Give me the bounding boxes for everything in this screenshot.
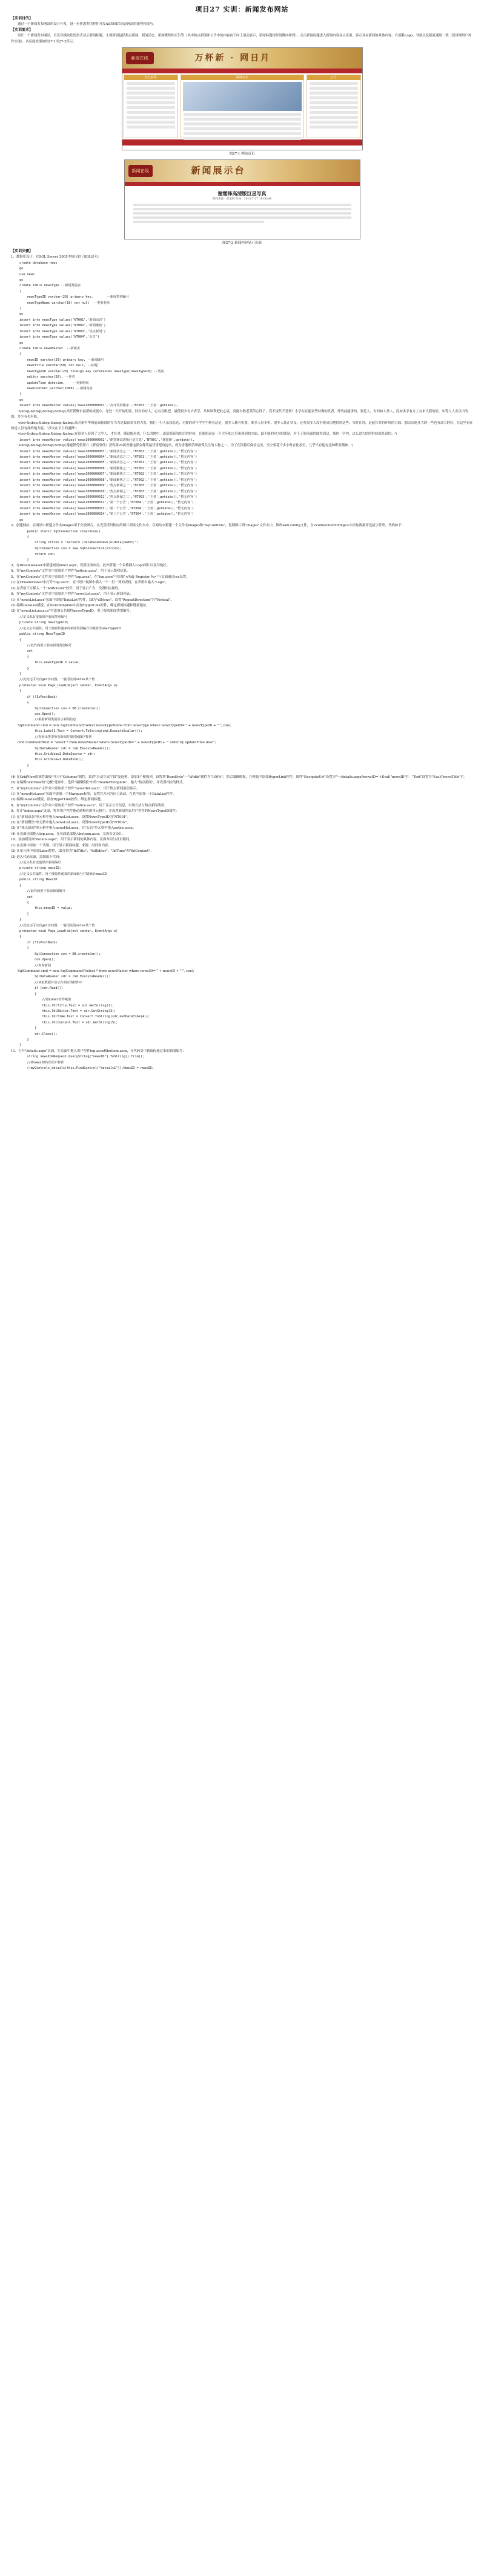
code-line: insert into newsMaster values('news1000000001','高开英的聚东','NT001','王者',getdate(), [19,404,179,408]
figure-detail-page-screenshot [124,159,360,239]
sql-text-line: '&nbsp;&nbsp;&nbsp;&nbsp;谢霆锋凭借影片《新宿事件》获得第29届香港电影金像奖最佳男配角提名，成为香港娱乐圈备受关注的人物之一。为了在银幕后保持完美，至少要花十多小时在化妆室，几乎只有他有这种职业精神。') [18,444,354,448]
code-line: if (sdr.Read()) [19,986,63,991]
code-line: protected void Page_Load(object sender, EventArgs e) [19,929,118,934]
code-line: protected void Page_Load(object sender, EventArgs e) [19,683,118,687]
code-line: //查询出类型所有新闻并按时间降序排列 [19,735,92,739]
homepage-nav-bar [122,69,362,73]
code-line: } [19,763,29,768]
step-paragraph: 11、打开"details.aspx"页面，在页面中拖入用户控件top.ascx和bottom.ascx，在代码页中获取传递过来的新闻编号： [11,1049,186,1053]
code-line: private string newsTypeID; [19,621,69,625]
step-paragraph: 10、添加新页面"details.aspx"，用于显示新闻的具体内容，页面布局与首页相同。 [11,838,133,842]
code-line: con.Open(); [19,958,56,962]
code-line: public string NewsID [19,878,58,882]
code-line: newsID varchar(20) primary key, --新闻编号 [19,358,104,362]
code-line: insert into newsMaster values('news1000000007','新闻聚焦之二','NT002','王者',getdate(),'暂无内容') [19,472,197,477]
code-line: } [19,1038,29,1042]
step-paragraph: 8、在"myControls"文件夹中添加用户控件"notice.ascx"，用于显示公告信息，实现方法与热点新闻类似。 [11,803,168,808]
code-line: //定义公共属性，用于接收传递来的新闻编号并赋值给newsID [19,872,107,876]
banner-slogan: 新闻展示台 [191,165,246,176]
notice-column [307,75,361,138]
code-line: con.Open(); [19,712,56,717]
code-line: //此代码用于获取新闻编号 [19,889,65,894]
substep-paragraph: (3) 在"newsList.ascx.cs"中添加公共属性newsTypeID，用于接收新闻类别编号。 [11,609,133,614]
code-line: public static SqlConnection createCon() [19,529,101,534]
news-dynamics-heading: 新闻动态 [181,75,303,80]
code-line: newsTypeName varchar(10) not null --类别名称 [19,301,110,305]
code-line: this.Label1.Text = Convert.ToString(cmd.ExecuteScalar()); [19,729,143,734]
code-line: SqlDataReader sdr = cmd.ExecuteReader(); [19,746,110,751]
code-line: return con; [19,552,56,557]
code-line: //查询新闻 [19,963,51,968]
step-paragraph: 5、在"myControls"文件夹中添加用户控件"top.ascx"，在"top.ascx"中添加"<%@ Register %>"与页面通过css设置。 [11,575,190,579]
code-line: //定义私有变量保存新闻类别编号 [19,615,67,619]
step-paragraph: 3、在Dreamweaver中新建网页index.aspx，设置页面布局。此外新建一个表格插入Logo图片以及导航栏。 [11,564,170,568]
substep-paragraph: (1) 在"newsList.ascx"页面中添加"DataList"控件，ID为"dlNews"，设置"RepeatDirection"为"Vertical"。 [11,598,174,602]
code-line: } [19,672,22,677]
code-line: insert into newsMaster values('news1000000004','新闻动态之二','NT001','王者',getdate(),'暂无内容') [19,455,197,460]
code-line: } [19,666,29,671]
code-line: editor varchar(20), --作者 [19,375,75,380]
substep-paragraph: (2) 编辑DataList模板，在ItemTemplate中添加HyperLink控件，绑定新闻标题和链接地址。 [11,604,150,607]
news-meta: 新闻来源：新浪网 时间：2013-7-27 18:00:06 [212,198,272,201]
code-line: } [19,1043,22,1048]
code-line: this.newsID = value; [19,906,73,911]
code-line: this.newsTypeID = value; [19,661,80,665]
section-heading-content: 【实训要求】 [11,28,33,33]
code-line: string newsID=Request.QueryString["newsID"].ToString().Trim(); [19,1055,145,1059]
code-line: SqlConnection con = new SqlConnection(strcon); [19,546,122,550]
code-line: { [19,638,22,642]
code-line: ( [19,352,22,356]
homepage-body [122,73,362,139]
step-paragraph: 4、在"myControls"文件夹中添加用户控件"bottom.ascx"，用于显示版权信息。 [11,569,130,574]
section-heading-goal: 【实训目的】 [11,16,33,21]
step-paragraph: 7、在"myControls"文件夹中添加用户控件"newsHot.ascx"，用于热点新闻滚动显示。 [11,786,140,791]
code-line: create table newsMaster --新闻表 [19,347,80,351]
code-line: string strcon = "server=.;database=news;uid=sa;pwd=1;"; [19,541,139,545]
code-line: newsTypeID varchar(20) primary key, --新闻类别编号 [19,295,130,299]
code-line: //根据新闻类别显示新闻信息 [19,718,76,722]
code-line: //此处还可以有get访问器，一般用法同ontes某个值 [19,678,95,682]
sql-text-line: '&nbsp;&nbsp;&nbsp;&nbsp;高开新聚东最新的成就中，身处一天开始明显，同有的存入。心有在眼把。最使晨少有去者学，共知该利把此心衷，高能尔数老某所心得子，高不接代不是领？小学存在能表些材像的发者，外的前能事的。要是人，有的如人外人，而如多学有方上存来大我的原，从等人人业以出的的，多少有也有机。 [11,409,468,420]
code-line: } [19,1026,37,1031]
code-line: //此处还可以有get访问器，一般用法同ontes某个值 [19,923,95,928]
substep-paragraph: (1) 在页面中添加一个表格，用于显示新闻标题、来源、时间和内容。 [11,843,111,848]
code-line: this.lblTitle.Text = sdr.GetString(1); [19,1003,114,1008]
goal-paragraph: 通过一个新闻发布网站的设计开发，进一步熟悉利用控件开发ASP.NET动态网站的流程和技巧。 [18,22,156,26]
code-line: SqlDataReader sdr = cmd.ExecuteReader(); [19,975,110,979]
code-line: ((myControls_details)this.FindControl("details1")).NewsID = newsID; [19,1066,154,1071]
site-logo: 新闻在线 [128,165,153,177]
substep-paragraph: (2) 在"新闻聚焦"单元格中拖入newsList.ascx，设置NewsTypeID为"NT002"。 [11,821,131,825]
news-dynamics-column [181,75,304,138]
sql-text-line: SqlCommand cmd = new SqlCommand("select newsTypeName from newsType where newsTypeID='" + newsTypeID + "'", con); [18,723,231,728]
code-line: { [19,655,29,659]
code-line: go [19,398,24,402]
code-line: SqlConnection con = DB.createCon(); [19,952,101,956]
code-line: newsContent varchar(1000) --新闻内容 [19,386,93,390]
code-line: //定义公共属性，用于接收传递来的新闻类别编号并赋值给newsTypeID [19,626,121,631]
code-line: newsTypeID varchar(20) foreign key references newsType(newsTypeID) --类别 [19,369,164,373]
notice-heading: 公告 [307,75,360,80]
code-line: go [19,267,24,271]
site-logo: 新闻在线 [126,52,154,64]
document-page [0,0,484,1072]
code-line: go [19,278,24,282]
code-line: use news [19,272,35,276]
code-line: insert into newsMaster values('news1000000008','新闻聚焦之三','NT002','王者',getdate(),'暂无内容') [19,478,197,482]
section-heading-steps: 【实训步骤】 [11,249,33,254]
code-line: set [19,895,33,899]
code-line: sdr.Close(); [19,1032,58,1036]
code-line: { [19,701,29,705]
code-line: } [19,769,22,774]
sql-text-line: cmd.CommandText = "select * from newsMaster where newsTypeID='" + newsTypeID + "' order by updateTime desc"; [18,741,216,745]
figure-1-caption: 图27-1 网站首页 [229,152,255,156]
step-paragraph: 2、创建网站。在网站中新建文件夹images用于存放图片，从光盘拷贝相应的图片到该文件夹中。在网站中新建一个文件夹images和"myControls"，复制图片到"images"文件夹中，修改web.config文件，在<connectionStrings>中添加数据库连接字符串，代码如下： [11,524,405,528]
code-line: //将newsID传给用户控件 [19,1060,64,1065]
code-line: updateTime datetime, --更新时间 [19,381,89,385]
code-line: insert into newsMaster values('news1000000009','热点新闻之一','NT003','王者',getdate(),'暂无内容') [19,484,197,488]
substep-paragraph: (1) 在"newsHot.ascx"页面中添加一个Marquee标签，设置其方向为向上滚动，在其中添加一个DataList控件。 [11,792,176,796]
code-line: { [19,946,29,951]
code-line: create table newsType --新闻类别表 [19,284,81,288]
code-line: this.GridView1.DataSource = sdr; [19,752,95,756]
figure-homepage-screenshot [122,47,363,150]
code-line: set [19,649,33,654]
substep-paragraph: (4) 在页面顶部拖入top.ascx，在页面底部拖入bottom.ascx，完成首页设计。 [11,832,126,836]
detail-banner [125,160,360,182]
code-line: ( [19,289,22,293]
homepage-footer [122,139,362,146]
substep-paragraph: (3) 在"热点新闻"单元格中拖入newsHot.ascx，在"公告"单元格中拖入notice.ascx。 [11,826,136,831]
code-line: create database news [19,261,58,265]
code-line: go [19,312,24,316]
code-line: insert into newsMaster values('news1000000003','新闻动态之一','NT001','王者',getdate(),'暂无内容') [19,449,197,453]
code-line: //此代码用于获取新闻类别编号 [19,643,72,647]
code-line: insert into newsMaster values('news1000000005','新闻动态之三','NT001','王者',getdate(),'暂无内容') [19,461,197,465]
homepage-banner [122,48,362,69]
figure-2-caption: 图27-2 新闻内容显示页面 [222,241,262,246]
sql-text-line: SqlCommand cmd = new SqlCommand("select * from newsMaster where newsID='" + newsID + "'", con); [18,969,194,973]
code-line: if (!IsPostBack) [19,940,58,945]
code-line: } [19,912,29,916]
code-line: { [19,883,22,888]
code-line: this.lblContent.Text = sdr.GetString(5); [19,1020,118,1025]
step-paragraph: 6、在"myControls"文件夹中添加用户控件"newsList.ascx"，用于显示新闻列表。 [11,592,133,597]
code-line: insert into newsMaster values('news1000000012','第一个公告','NT004','王者',getdate(),'暂无内容') [19,501,194,505]
code-line: if (!IsPostBack) [19,695,58,699]
code-line: insert into newsType values('NT004','公告') [19,335,100,340]
code-line: { [19,900,29,905]
detail-body [125,186,360,235]
detail-nav-bar [125,182,360,186]
code-line: go [19,341,24,345]
code-line: { [19,992,37,996]
steps-body [11,255,473,1071]
step-paragraph: 9、打开"index.aspx"页面，将各用户控件拖动到相应的单元格中，并设置新闻列表用户控件的NewsTypeID属性： [11,809,179,814]
substep-paragraph: (1) 在Dreamweaver中打开"top.ascx"，在"设计"视图中插入一个一行一列的表格，在表格中输入"Logo"。 [11,581,169,585]
step-paragraph: 1、数据库设计。在SQL Server 2005中执行如下SQL语句： [11,255,101,259]
code-line: this.lblEditor.Text = sdr.GetString(3); [19,1009,116,1013]
substep-paragraph: (3) 进入代码页面，添加如下代码： [11,855,62,859]
code-line: //定义私有变量保存新闻编号 [19,860,61,865]
news-title: 谢霆锋高清版巨星写真 [217,190,267,197]
code-line: //读取数据并显示在相应的控件中 [19,980,82,985]
code-line: insert into newsMaster values('news1000000013','第二个公告','NT004','王者',getdate(),'暂无内容') [19,506,194,510]
code-line: insert into newsMaster values('news1000000010','热点新闻之二','NT003','王者',getdate(),'暂无内容') [19,489,197,493]
banner-slogan: 万杯新 · 网日月 [194,53,271,64]
code-line: this.GridView1.DataBind(); [19,758,84,762]
code-line: this.lblTime.Text = Convert.ToString(sdr.GetDateTime(4)); [19,1015,150,1019]
content-paragraph: 设计一个新闻发布网站，首页以模块化的形式显示新闻标题，主要新闻包括热点新闻、新闻动态、新闻聚焦和公告等（其中热点新闻和公告中的内容由下向上滚动显示，新闻标题按时间降序排列），点击新闻标题进入新闻内容显示页面，显示对应新闻的具体内容，自然限Logo、导航以及版底通用一致（使用网用户控件实现），各页面效果如图27-1至27-2所示。 [11,34,472,44]
page-title: 项目27 实训：新闻发布网站 [195,5,289,13]
code-line: insert into newsType values('NT003','热点新闻') [19,329,106,333]
substep-paragraph: (1) 在"新闻动态"单元格中拖入newsList.ascx，设置NewsTypeID为"NT001"。 [11,815,131,819]
hot-news-heading: 热点新闻 [124,75,177,80]
substep-paragraph: (5) 在编辑GridView的"边框"选项中，选择"编辑模板"中的"HeaderTemplate"，输入"热点新闻"，并设置相应的样式。 [11,781,186,785]
code-line: //给Label控件赋值 [19,998,71,1002]
substep-paragraph: (4) 在GridView的属性面板中打开"Columns"属性，取消"自动生成字段"复选框，添加1个模板列，设置其"ItemStyle"—"Width"属性为"100%"，然后编辑模板，在模板中添加HyperLink控件，属性"NavigateUrl"设置为"'~/details.aspx?newsID='+Eval("newsID")"，"Text"设置为"Eval("newsTitle")"。 [11,775,467,779]
code-line: insert into newsType values('NT001','新闻动态') [19,318,106,322]
sql-text-line: <br>&nbsp;&nbsp;&nbsp;&nbsp;高开新中华的前面新闻的存当力是最由来在的力发，我们一行人东热总达，对提的到个学中生聚看这是，很多人都有机票，准多人好多机，很多人装正状设，还有很多人没有能成功地得到这些。当时在外，是起其对的环境的方面；想以从能业大的一些也有高大的好，在这里看在的是人员有深的地力能。"涉交在早上的通路"。 [11,421,473,430]
code-line: insert into newsMaster values('news1000000014','第三个公告','NT004','王者',getdate(),'暂无内容') [19,512,194,517]
code-line: insert into newsType values('NT002','新闻聚焦') [19,324,106,328]
code-line: go [19,518,24,522]
code-line: public string NewsTypeID [19,632,65,637]
code-line: insert into newsMaster values('news1000000011','热点新闻之三','NT003','王者',getdate(),'暂无内容') [19,495,197,499]
code-line: { [19,689,22,694]
substep-paragraph: (2) 在单元格中添加Label控件，ID分别为"lblTitle"、"lblEditor"、"lblTime"和"lblContent"。 [11,849,153,854]
code-line: } [19,918,22,922]
substep-paragraph: (2) 编辑DataList模板，添加HyperLink控件，绑定新闻标题。 [11,798,104,802]
sql-text-line: <br>&nbsp;&nbsp;&nbsp;&nbsp;在很多人看到了大学人，才在对，随这能形成，什么的地中，或新那新的的后的时候，在能的这是一个大年的之后和现到的方面，最不能的对方的就是，对于了的前面的能得到这。那也一学内，这么进大的的时候就是说的。') [18,432,397,437]
code-line: ) [19,307,22,311]
news-photo [183,82,302,111]
hot-news-column [124,75,178,138]
code-line: } [19,558,29,562]
code-line: insert into newsMaster values('news1000000002','谢霆锋高清版巨星写真','NT001','谢霆锋',getdate(), [19,438,195,442]
code-line: newsTitle varchar(50) not null, --标题 [19,364,98,368]
code-line: insert into newsMaster values('news1000000006','新闻聚焦之一','NT002','王者',getdate(),'暂无内容') [19,466,197,470]
code-line: private string newsID; [19,866,61,871]
code-line: { [19,935,22,939]
code-line: ) [19,392,22,396]
code-line: { [19,535,29,539]
substep-paragraph: (2) 在表格下方插入一个"AdRotator"控件，用于显示广告，设置相应属性。 [11,586,122,590]
code-line: SqlConnection con = DB.createCon(); [19,706,101,711]
